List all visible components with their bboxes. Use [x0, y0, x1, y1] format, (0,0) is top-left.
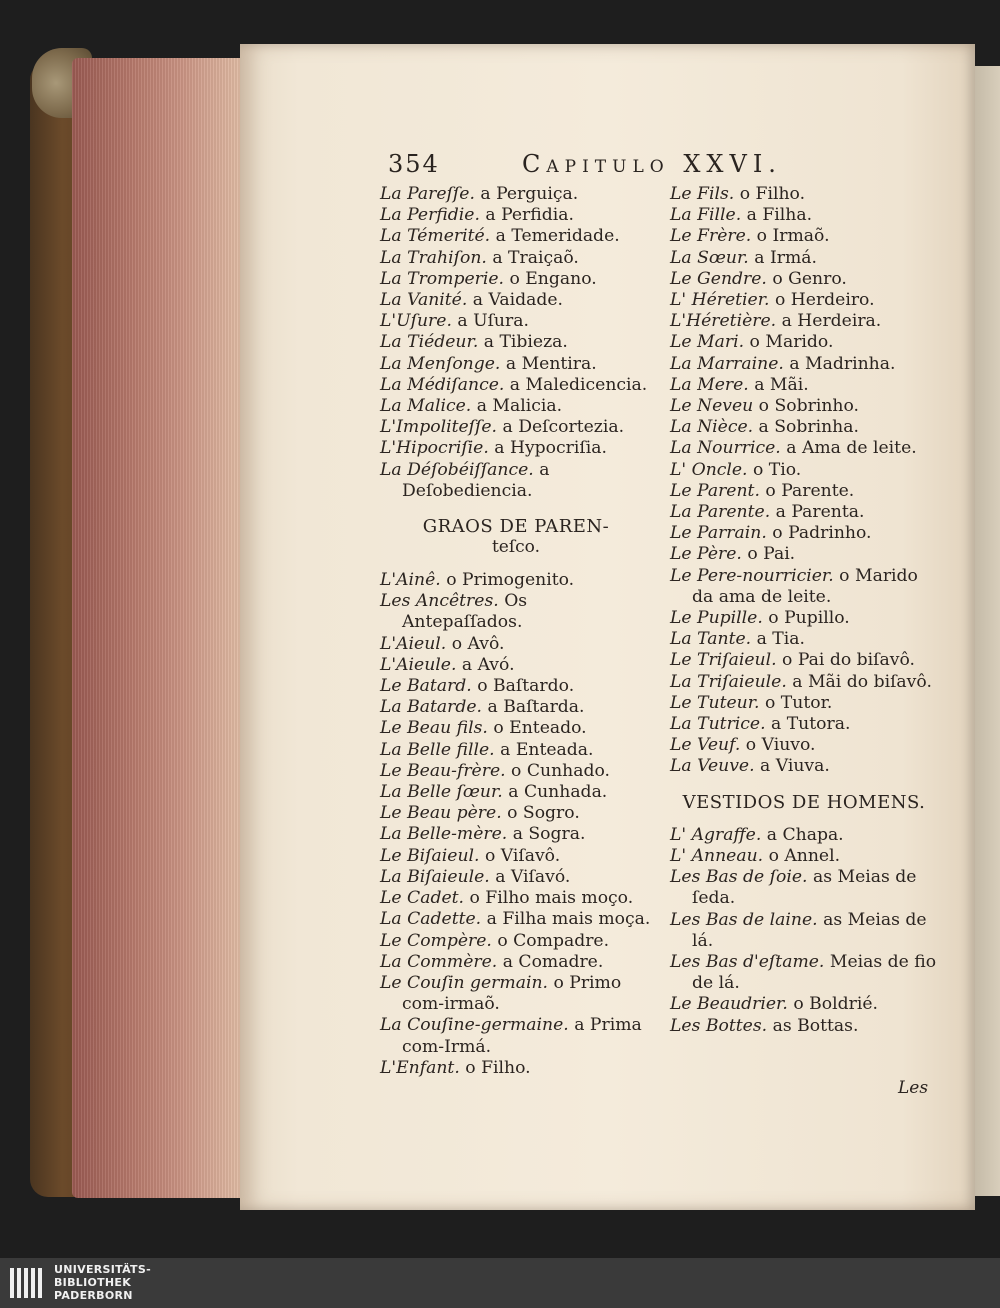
dictionary-entry: [380, 205, 652, 226]
dictionary-entry: [670, 269, 938, 290]
portuguese-term: o Herdeiro.: [769, 290, 875, 311]
french-term: La Belle fille.: [380, 739, 495, 760]
french-term: L'Impoliteſſe.: [380, 417, 498, 438]
french-term: La Mere.: [670, 374, 749, 395]
french-term: La Tiédeur.: [380, 332, 479, 353]
dictionary-entry: [380, 782, 652, 803]
dictionary-entry: [380, 375, 652, 396]
dictionary-entry: [380, 824, 652, 845]
portuguese-term: a Perfidia.: [479, 205, 574, 226]
french-term: L'Enfant.: [380, 1057, 460, 1078]
french-term: Les Bas d'eſtame.: [670, 951, 825, 972]
dictionary-entry: [670, 311, 938, 332]
french-term: L' Anneau.: [670, 845, 764, 866]
page-number: 354: [388, 150, 440, 178]
french-term: Le Biſaieul.: [380, 845, 480, 866]
portuguese-term: o Viſavô.: [479, 845, 561, 866]
dictionary-entry: [670, 672, 938, 693]
page-edges: [72, 58, 250, 1198]
portuguese-term: a Malicia.: [471, 396, 563, 417]
portuguese-term: a Herdeira.: [776, 311, 882, 332]
dictionary-entry: [380, 952, 652, 973]
portuguese-term: o Pupillo.: [762, 608, 850, 629]
portuguese-term: a Deſobediencia.: [402, 459, 550, 501]
dictionary-entry: [380, 697, 652, 718]
portuguese-term: o Annel.: [763, 845, 841, 866]
portuguese-term: a Temeridade.: [490, 226, 620, 247]
french-term: Le Parent.: [670, 480, 760, 501]
portuguese-term: o Sobrinho.: [753, 396, 859, 417]
french-term: Le Tuteur.: [670, 692, 760, 713]
french-term: Le Beaudrier.: [670, 994, 788, 1015]
portuguese-term: a Mãi do biſavô.: [786, 671, 932, 692]
left-column: [380, 184, 652, 1079]
section-title: VESTIDOS DE HOMENS.: [682, 791, 926, 813]
french-term: L' Oncle.: [670, 459, 748, 480]
portuguese-term: a Avó.: [456, 654, 515, 675]
dictionary-entry: [380, 888, 652, 909]
portuguese-term: as Bottas.: [767, 1015, 859, 1036]
french-term: La Trahiſon.: [380, 247, 487, 268]
portuguese-term: a Madrinha.: [783, 353, 896, 374]
dictionary-entry: [380, 718, 652, 739]
french-term: Le Pere-nourricier.: [670, 565, 834, 586]
left-entries-bottom: [380, 570, 652, 1079]
french-term: Le Fils.: [670, 184, 735, 204]
dictionary-entry: [380, 1058, 652, 1079]
section-heading-mens-clothing: [670, 792, 938, 813]
library-logo-icon: [8, 1264, 48, 1302]
french-term: L'Uſure.: [380, 311, 452, 332]
dictionary-entry: [380, 248, 652, 269]
french-term: La Fille.: [670, 205, 742, 226]
dictionary-entry: [670, 502, 938, 523]
portuguese-term: a Perguiça.: [474, 184, 579, 204]
dictionary-entry: [380, 290, 652, 311]
dictionary-entry: [670, 375, 938, 396]
portuguese-term: o Filho.: [734, 184, 806, 204]
right-entries-bottom: [670, 825, 938, 1037]
dictionary-entry: [670, 566, 938, 608]
french-term: Le Père.: [670, 544, 742, 565]
portuguese-term: a Traiçaõ.: [486, 247, 579, 268]
dictionary-entry: [670, 693, 938, 714]
french-term: Le Frère.: [670, 226, 752, 247]
french-term: La Nièce.: [670, 417, 754, 438]
french-term: La Marraine.: [670, 353, 784, 374]
catchword: Les: [898, 1078, 929, 1098]
french-term: La Couſine-germaine.: [380, 1015, 569, 1036]
library-line-2: BIBLIOTHEK: [54, 1276, 132, 1289]
dictionary-entry: [670, 825, 938, 846]
french-term: L'Héretière.: [670, 311, 777, 332]
portuguese-term: a Ama de leite.: [780, 438, 917, 459]
portuguese-term: o Sogro.: [501, 803, 580, 824]
portuguese-term: o Tio.: [747, 459, 802, 480]
french-term: L' Héretier.: [670, 290, 770, 311]
french-term: Le Couſin germain.: [380, 972, 548, 993]
dictionary-entry: [380, 438, 652, 459]
french-term: La Triſaieule.: [670, 671, 787, 692]
dictionary-entry: [380, 676, 652, 697]
french-term: Le Parrain.: [670, 523, 767, 544]
portuguese-term: o Parente.: [759, 480, 855, 501]
portuguese-term: o Baſtardo.: [471, 676, 575, 697]
french-term: Le Pupille.: [670, 608, 763, 629]
dictionary-entry: [670, 417, 938, 438]
portuguese-term: o Avô.: [446, 633, 505, 654]
dictionary-entry: [380, 184, 652, 205]
portuguese-term: as Meias de lá.: [692, 909, 927, 951]
portuguese-term: a Vaidade.: [467, 290, 563, 311]
portuguese-term: o Primogenito.: [440, 570, 575, 591]
portuguese-term: o Padrinho.: [766, 523, 872, 544]
portuguese-term: a Mentira.: [500, 353, 597, 374]
french-term: La Vanité.: [380, 290, 468, 311]
dictionary-entry: [670, 438, 938, 459]
french-term: L'Hipocriſie.: [380, 438, 489, 459]
portuguese-term: a Filha mais moça.: [481, 909, 651, 930]
dictionary-entry: [670, 846, 938, 867]
dictionary-entry: [380, 591, 652, 633]
dictionary-entry: [670, 481, 938, 502]
dictionary-entry: [380, 740, 652, 761]
portuguese-term: o Marido da ama de leite.: [692, 565, 918, 607]
french-term: Les Ancêtres.: [380, 591, 499, 612]
dictionary-entry: [670, 1016, 938, 1037]
french-term: L' Agraffe.: [670, 824, 762, 845]
portuguese-term: o Compadre.: [491, 930, 610, 951]
library-name: [54, 1263, 151, 1302]
dictionary-entry: [670, 248, 938, 269]
library-line-3: PADERBORN: [54, 1289, 133, 1302]
portuguese-term: a Tutora.: [765, 714, 851, 735]
french-term: La Témerité.: [380, 226, 491, 247]
dictionary-entry: [670, 629, 938, 650]
section-heading-kinship: [380, 516, 652, 558]
portuguese-term: o Boldrié.: [787, 994, 878, 1015]
french-term: Les Bottes.: [670, 1015, 768, 1036]
dictionary-entry: [670, 910, 938, 952]
library-line-1: UNIVERSITÄTS-: [54, 1263, 151, 1276]
french-term: Le Batard.: [380, 676, 472, 697]
portuguese-term: a Baſtarda.: [482, 697, 585, 718]
dictionary-entry: [380, 226, 652, 247]
french-term: La Tromperie.: [380, 268, 504, 289]
french-term: La Tutrice.: [670, 714, 766, 735]
dictionary-entry: [380, 354, 652, 375]
dictionary-entry: [380, 332, 652, 353]
portuguese-term: as Meias de ſeda.: [692, 867, 917, 909]
right-entries-top: [670, 184, 938, 778]
portuguese-term: a Uſura.: [451, 311, 529, 332]
portuguese-term: o Engano.: [503, 268, 597, 289]
french-term: Le Gendre.: [670, 268, 767, 289]
dictionary-entry: [670, 354, 938, 375]
dictionary-entry: [380, 634, 652, 655]
dictionary-entry: [670, 396, 938, 417]
portuguese-term: a Tibieza.: [478, 332, 568, 353]
french-term: L'Aieul.: [380, 633, 447, 654]
french-term: La Pareſſe.: [380, 184, 475, 204]
dictionary-entry: [670, 756, 938, 777]
dictionary-entry: [670, 205, 938, 226]
french-term: La Sœur.: [670, 247, 749, 268]
library-footer: [0, 1258, 1000, 1308]
french-term: La Biſaieule.: [380, 866, 490, 887]
dictionary-entry: [380, 1015, 652, 1057]
portuguese-term: Os Antepaſſados.: [402, 591, 528, 633]
portuguese-term: o Pai.: [741, 544, 796, 565]
page-header: [388, 150, 928, 184]
french-term: La Médiſance.: [380, 374, 505, 395]
portuguese-term: a Mãi.: [748, 374, 809, 395]
portuguese-term: o Marido.: [744, 332, 834, 353]
dictionary-entry: [670, 735, 938, 756]
portuguese-term: o Viuvo.: [740, 735, 816, 756]
dictionary-entry: [670, 226, 938, 247]
dictionary-entry: [380, 761, 652, 782]
portuguese-term: a Hypocriſia.: [488, 438, 607, 459]
dictionary-entry: [380, 931, 652, 952]
portuguese-term: o Primo com-irmaõ.: [402, 972, 622, 1015]
portuguese-term: o Genro.: [766, 268, 847, 289]
french-term: Le Beau-frère.: [380, 760, 506, 781]
dictionary-entry: [380, 269, 652, 290]
dictionary-entry: [380, 396, 652, 417]
french-term: La Belle ſœur.: [380, 782, 503, 803]
portuguese-term: a Enteada.: [494, 739, 594, 760]
dictionary-entry: [670, 184, 938, 205]
french-term: L'Ainê.: [380, 570, 441, 591]
dictionary-entry: [380, 846, 652, 867]
dictionary-entry: [670, 714, 938, 735]
french-term: La Belle-mère.: [380, 824, 508, 845]
right-column: [670, 184, 938, 1037]
portuguese-term: a Parenta.: [770, 502, 865, 523]
french-term: Le Cadet.: [380, 888, 464, 909]
french-term: La Commère.: [380, 951, 498, 972]
dictionary-entry: [670, 460, 938, 481]
portuguese-term: a Comadre.: [497, 951, 604, 972]
portuguese-term: o Filho mais moço.: [464, 888, 634, 909]
section-title-cont: teſco.: [491, 537, 541, 558]
dictionary-entry: [380, 655, 652, 676]
dictionary-entry: [670, 867, 938, 909]
portuguese-term: a Cunhada.: [502, 782, 608, 803]
portuguese-term: o Tutor.: [759, 692, 833, 713]
dictionary-entry: [380, 570, 652, 591]
dictionary-entry: [670, 544, 938, 565]
french-term: Le Triſaieul.: [670, 650, 777, 671]
french-term: Les Bas de ſoie.: [670, 867, 808, 888]
french-term: La Perfidie.: [380, 205, 480, 226]
dictionary-entry: [670, 650, 938, 671]
running-head: Capitulo XXVI.: [522, 150, 782, 178]
portuguese-term: Meias de fio de lá.: [692, 951, 937, 994]
portuguese-term: a Deſcortezia.: [497, 417, 625, 438]
french-term: Le Veuf.: [670, 735, 741, 756]
dictionary-entry: [380, 909, 652, 930]
french-term: Le Compère.: [380, 930, 492, 951]
french-term: La Veuve.: [670, 756, 755, 777]
dictionary-entry: [380, 311, 652, 332]
french-term: Le Mari.: [670, 332, 745, 353]
dictionary-entry: [380, 460, 652, 502]
section-title: GRAOS DE PAREN-: [422, 516, 610, 538]
dictionary-entry: [670, 994, 938, 1015]
french-term: Le Neveu: [670, 396, 754, 417]
portuguese-term: o Filho.: [459, 1057, 531, 1078]
portuguese-term: a Tia.: [751, 629, 805, 650]
dictionary-entry: [670, 952, 938, 994]
french-term: La Déſobéiſſance.: [380, 459, 534, 480]
french-term: La Menſonge.: [380, 353, 501, 374]
portuguese-term: a Viuva.: [754, 756, 830, 777]
portuguese-term: a Sogra.: [507, 824, 586, 845]
french-term: La Tante.: [670, 629, 752, 650]
dictionary-entry: [670, 523, 938, 544]
portuguese-term: a Chapa.: [761, 824, 844, 845]
portuguese-term: a Maledicencia.: [504, 374, 648, 395]
left-entries-top: [380, 184, 652, 502]
dictionary-entry: [670, 608, 938, 629]
portuguese-term: o Cunhado.: [505, 760, 610, 781]
dictionary-entry: [380, 417, 652, 438]
french-term: Les Bas de laine.: [670, 909, 818, 930]
french-term: La Nourrice.: [670, 438, 781, 459]
french-term: Le Beau fils.: [380, 718, 488, 739]
french-term: La Parente.: [670, 502, 771, 523]
portuguese-term: o Irmaõ.: [751, 226, 830, 247]
dictionary-entry: [380, 803, 652, 824]
portuguese-term: o Enteado.: [487, 718, 587, 739]
french-term: Le Beau père.: [380, 803, 502, 824]
portuguese-term: a Prima com-Irmá.: [402, 1015, 642, 1057]
french-term: La Cadette.: [380, 909, 482, 930]
french-term: L'Aieule.: [380, 654, 457, 675]
portuguese-term: o Pai do biſavô.: [776, 650, 915, 671]
french-term: La Malice.: [380, 396, 472, 417]
french-term: La Batarde.: [380, 697, 483, 718]
dictionary-entry: [380, 973, 652, 1015]
portuguese-term: a Viſavó.: [489, 866, 571, 887]
dictionary-entry: [670, 332, 938, 353]
portuguese-term: a Sobrinha.: [753, 417, 859, 438]
dictionary-entry: [380, 867, 652, 888]
portuguese-term: a Filha.: [741, 205, 813, 226]
portuguese-term: a Irmá.: [748, 247, 817, 268]
dictionary-entry: [670, 290, 938, 311]
